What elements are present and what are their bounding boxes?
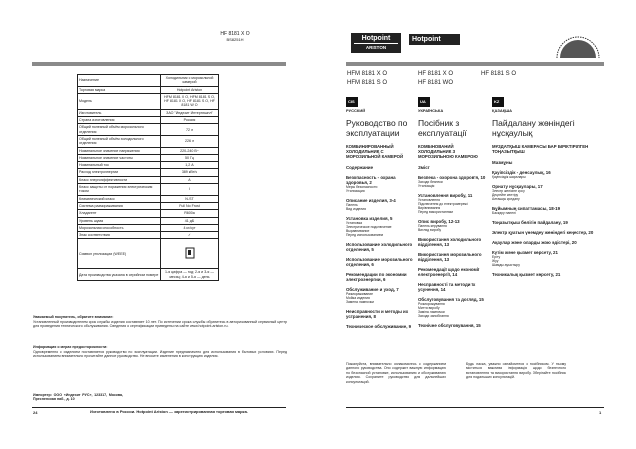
lang-name: УКРАЇНСЬКА — [418, 108, 444, 113]
spec-label: Номинальное значение напряжения — [78, 147, 161, 154]
spec-row — [78, 184, 219, 196]
spec-label: Знак соответствия — [78, 232, 161, 239]
language-column-kz — [492, 90, 602, 277]
spec-row — [78, 154, 219, 161]
product-subtitle: МҰЗДАТҚЫШ КАМЕРАСЫ БАР БІРІКТІРІЛГЕН ТОҢАЗЫТҚЫШ — [492, 144, 589, 154]
page-number: 1 — [599, 410, 602, 415]
toc-item[interactable]: Мойка изделия — [346, 296, 370, 300]
toc-section[interactable]: Техническое обслуживание, 9 — [346, 324, 412, 329]
toc-section[interactable]: Опис виробу, 12-13 — [418, 219, 460, 224]
toc-item[interactable]: Электрическое подключение — [346, 225, 392, 229]
spec-label: Символ утилизации (WEEE) — [78, 239, 161, 269]
toc-section[interactable]: Рекомендации по экономии электроэнергии, 6 — [346, 272, 407, 282]
toc-section[interactable]: Технічне обслуговування, 15 — [418, 323, 481, 328]
spec-label: Уровень шума — [78, 217, 161, 224]
spec-label: Климатический класс — [78, 195, 161, 202]
spec-label: Система размораживания — [78, 202, 161, 209]
lang-code-badge: CIS — [346, 97, 358, 107]
toc-section[interactable]: Установлення виробу, 11 — [418, 193, 473, 198]
spec-label: Торговая марка — [78, 86, 161, 93]
spec-value: N-ST — [161, 195, 219, 202]
toc-section[interactable]: Використання морозильного відділення, 13 — [418, 252, 482, 262]
spec-label: Назначение — [78, 75, 161, 87]
toc-item[interactable]: Еріту — [492, 255, 501, 259]
contents-label: Содержание — [346, 165, 374, 170]
spec-label: Морозильная способность — [78, 224, 161, 231]
importer: Импортер: ООО «Индезит РУС», 123317, Москва, Пресненская наб., д. 10 — [33, 393, 123, 402]
lang-name: ҚАЗАҚША — [492, 108, 513, 113]
toc-section[interactable]: Обслуговування та догляд, 15 — [418, 297, 484, 302]
language-column-ua — [418, 90, 488, 328]
toc-item[interactable]: Панель — [346, 203, 358, 207]
footer-text: Изготовлено в России. Hotpoint Ariston — зарегистрированная торговая марка. — [90, 409, 248, 414]
contents-label: Мазмұны — [492, 160, 513, 165]
note-ru: Пожалуйста, внимательно ознакомьтесь с содержанием данного руководства. Оно содержит важную информацию по безопасной установке, использованию и обслуживанию изделия. Сохраните руководство для дальнейших консультаций. — [346, 362, 446, 384]
spec-label: Страна изготовления — [78, 117, 161, 124]
model-4: HFM 8181 S O — [347, 80, 388, 86]
spec-row — [78, 109, 219, 116]
lang-code-badge: UA — [418, 97, 430, 107]
toc-section[interactable]: Тоңазытқыш бөлігін пайдалану, 19 — [492, 220, 568, 225]
lang-code-badge: KZ — [492, 97, 504, 107]
header-divider — [346, 62, 604, 66]
logo-sub: ARISTON — [354, 43, 398, 52]
spec-label: Общий полезный объём холодильного отделения — [78, 135, 161, 147]
spec-row — [78, 75, 219, 87]
spec-row — [78, 210, 219, 217]
spec-row — [78, 202, 219, 209]
spec-label: Общий полезный объём морозильного отделения — [78, 124, 161, 136]
toc-section[interactable]: Использование морозильного отделения, 6 — [346, 257, 413, 267]
page-number: 24 — [33, 410, 38, 415]
notice-text: Установленный производителем срок службы изделия составляет 10 лет. По истечении срока службы обратитесь в авторизованный сервисный центр для проведения технического обслуживания. Сведения о сертификации приведены на сайте www.hotpoint-ariston.ru. — [33, 320, 287, 329]
model-header: HF 8181 X O — [220, 31, 250, 37]
toc-item[interactable]: Размораживание — [346, 292, 374, 296]
model-1: HFM 8181 X O — [347, 71, 388, 77]
spec-value: 1,2 А — [161, 162, 219, 169]
toc-section[interactable]: Рекомендації щодо економії електроенергії, 14 — [418, 267, 480, 277]
toc-item[interactable]: Перед использованием — [346, 233, 383, 237]
spec-value: HFM 8181 X O, HFM 8181 S O, HF 8181 X O, HF 8181 S O, HF 8181 W O — [161, 93, 219, 109]
spec-value: 389 кВт/ч — [161, 169, 219, 176]
spec-table — [77, 74, 219, 281]
toc-item[interactable]: Выравнивание — [346, 229, 370, 233]
spec-row — [78, 169, 219, 176]
model-2: HF 8181 X O — [418, 71, 454, 77]
toc-item[interactable]: Підключення до електромережі — [418, 202, 468, 206]
footer-divider — [32, 407, 286, 408]
model-3: HF 8181 S O — [481, 71, 517, 77]
spec-value — [161, 239, 219, 269]
spec-row — [78, 224, 219, 231]
spec-row — [78, 124, 219, 136]
toc-item[interactable]: Утилизация — [346, 189, 365, 193]
warning-heading: Информация о мерах предосторожности: — [33, 345, 108, 349]
spec-row — [78, 117, 219, 124]
spec-row — [78, 135, 219, 147]
toc-item[interactable]: Панель керування — [418, 224, 447, 228]
toc-section[interactable]: Бұйымның сипаттамасы, 18-19 — [492, 206, 561, 211]
toc-item[interactable]: Установлення — [418, 198, 440, 202]
spec-value: Россия — [161, 117, 219, 124]
spec-value: 1-я цифра — год; 2-я и 3-я — месяц; 4-я и 5-я — день — [161, 269, 219, 281]
toc-section[interactable]: Орнату нұсқаулары, 17 — [492, 184, 543, 189]
toc-section[interactable]: Використання холодильного відділення, 13 — [418, 237, 482, 247]
product-subtitle: КОМБІНОВАНИЙ ХОЛОДИЛЬНИК З МОРОЗИЛЬНОЮ КАМЕРОЮ — [418, 144, 478, 159]
spec-value: Hotpoint Ariston — [161, 86, 219, 93]
toc-item[interactable]: Перед використанням — [418, 210, 453, 214]
spec-label: Модель — [78, 93, 161, 109]
toc-section[interactable]: Қауіпсіздік - денсаулық, 16 — [492, 170, 551, 175]
note-ua: Будь ласка, уважно ознайомтеся з посібником. У ньому міститься важлива інформація щодо безпечного встановлення та використання виробу. Зберігайте посібник для подальших консультацій. — [466, 362, 566, 380]
spec-value: 220-240 В~ — [161, 147, 219, 154]
toc-item[interactable]: Деңгейге келтіру — [492, 193, 519, 197]
product-subtitle: КОМБИНИРОВАННЫЙ ХОЛОДИЛЬНИК С МОРОЗИЛЬНОЙ КАМЕРОЙ — [346, 144, 404, 159]
toc-section[interactable]: Описание изделия, 3-4 — [346, 198, 396, 203]
spec-row — [78, 176, 219, 183]
lang-name: РУССКИЙ — [346, 108, 366, 113]
toc-section[interactable]: Электр қуатын үнемдеу жөніндегі кеңестер, 20 — [492, 230, 594, 235]
spec-value: Холодильник с морозильной камерой — [161, 75, 219, 87]
toc-item[interactable]: Заміна лампочки — [418, 310, 445, 314]
toc-item[interactable]: Қауіпсіздік шаралары — [492, 175, 526, 179]
spec-value: 72 л — [161, 124, 219, 136]
spec-row — [78, 232, 219, 239]
toc-item[interactable]: Меры безопасности — [346, 185, 378, 189]
spec-row — [78, 239, 219, 269]
toc-item[interactable]: Утилізація — [418, 184, 435, 188]
spec-row — [78, 93, 219, 109]
warning-text: Одновременно с изделием поставляется руководство по эксплуатации. Изделие предназначено для использования в бытовых условиях. Перед использованием внимательно прочитайте данное руководство. Не вносите изменения в конструкцию изделия. — [33, 350, 287, 359]
toc-item[interactable]: Басқару панелі — [492, 211, 516, 215]
toc-section[interactable]: Техникалық қызмет көрсету, 21 — [492, 272, 561, 277]
footer-divider — [346, 407, 604, 408]
toc-section[interactable]: Использование холодильного отделения, 5 — [346, 242, 413, 252]
toc-item[interactable]: Заходи безпеки — [418, 180, 443, 184]
toc-item[interactable]: Вигляд виробу — [418, 228, 442, 232]
spec-row — [78, 195, 219, 202]
toc-item[interactable]: Миття виробу — [418, 306, 440, 310]
spec-value: 4 кг/сут — [161, 224, 219, 231]
hotpoint-logo: Hotpoint — [409, 34, 460, 45]
manual-title: Посібник з експлуатації — [418, 118, 467, 138]
spec-value: ✓ — [161, 232, 219, 239]
toc-item[interactable]: Замена лампочки — [346, 300, 374, 304]
toc-item[interactable]: Розморожування — [418, 302, 445, 306]
spec-value: 226 л — [161, 135, 219, 147]
model-5: HF 8181 WO — [418, 80, 454, 86]
spec-row — [78, 269, 219, 281]
spec-value: R600a — [161, 210, 219, 217]
spec-value: 41 дБ — [161, 217, 219, 224]
toc-item[interactable]: Вид изделия — [346, 207, 366, 211]
spec-label: Расход электроэнергии — [78, 169, 161, 176]
seal-emblem-icon — [556, 36, 600, 60]
logo-brand: Hotpoint — [361, 35, 391, 42]
language-column-cis — [346, 90, 416, 329]
toc-section[interactable]: Обслуживание и уход, 7 — [346, 287, 399, 292]
toc-item[interactable]: Шамды ауыстыру — [492, 263, 520, 267]
toc-section[interactable]: Установка изделия, 5 — [346, 216, 393, 221]
contents-label: Зміст — [418, 165, 430, 170]
spec-label: Класс защиты от поражения электрическим током — [78, 184, 161, 196]
spec-row — [78, 147, 219, 154]
spec-value: I — [161, 184, 219, 196]
spec-row — [78, 217, 219, 224]
toc-item[interactable]: Жуу — [492, 259, 499, 263]
spec-value: Full No Frost — [161, 202, 219, 209]
toc-section[interactable]: Безпека - охорона здоров'я, 10 — [418, 175, 486, 180]
spec-value: A — [161, 176, 219, 183]
spec-row — [78, 162, 219, 169]
toc-item[interactable]: Установка — [346, 221, 363, 225]
toc-item[interactable]: Вирівнювання — [418, 206, 441, 210]
spec-label: Номинальное значение частоты — [78, 154, 161, 161]
notice-heading: Уважаемый покупатель, обратите внимание: — [33, 315, 114, 319]
toc-section[interactable]: Ақаулар және оларды жою әдістері, 20 — [492, 240, 577, 245]
spec-label: Дата производства указана в серийном номере — [78, 269, 161, 281]
model-sub: BS8251H — [226, 37, 244, 42]
toc-item[interactable]: Заходи запобігання — [418, 314, 449, 318]
spec-label: Изготовитель — [78, 109, 161, 116]
spec-row — [78, 86, 219, 93]
toc-section[interactable]: Безопасность - охрана здоровья, 2 — [346, 175, 396, 185]
toc-section[interactable]: Несправності та методи їх усунення, 14 — [418, 282, 476, 292]
manual-title: Пайдалану жөніндегі нұсқаулық — [492, 118, 575, 138]
header-divider — [32, 62, 286, 66]
toc-section[interactable]: Неисправности и методы их устранения, 8 — [346, 309, 409, 319]
spec-value: 50 Гц — [161, 154, 219, 161]
toc-item[interactable]: Алғашқы қолдану — [492, 197, 520, 201]
spec-label: Класс энергоэффективности — [78, 176, 161, 183]
spec-label: Номинальный ток — [78, 162, 161, 169]
spec-value: ЗАО "Индезит Интернэшнл" — [161, 109, 219, 116]
spec-label: Хладагент — [78, 210, 161, 217]
hotpoint-ariston-logo — [351, 33, 401, 53]
weee-bin-icon — [185, 247, 195, 259]
toc-section[interactable]: Күтім және қызмет көрсету, 21 — [492, 250, 558, 255]
manual-title: Руководство по эксплуатации — [346, 118, 408, 138]
toc-item[interactable]: Электр желісіне қосу — [492, 189, 525, 193]
